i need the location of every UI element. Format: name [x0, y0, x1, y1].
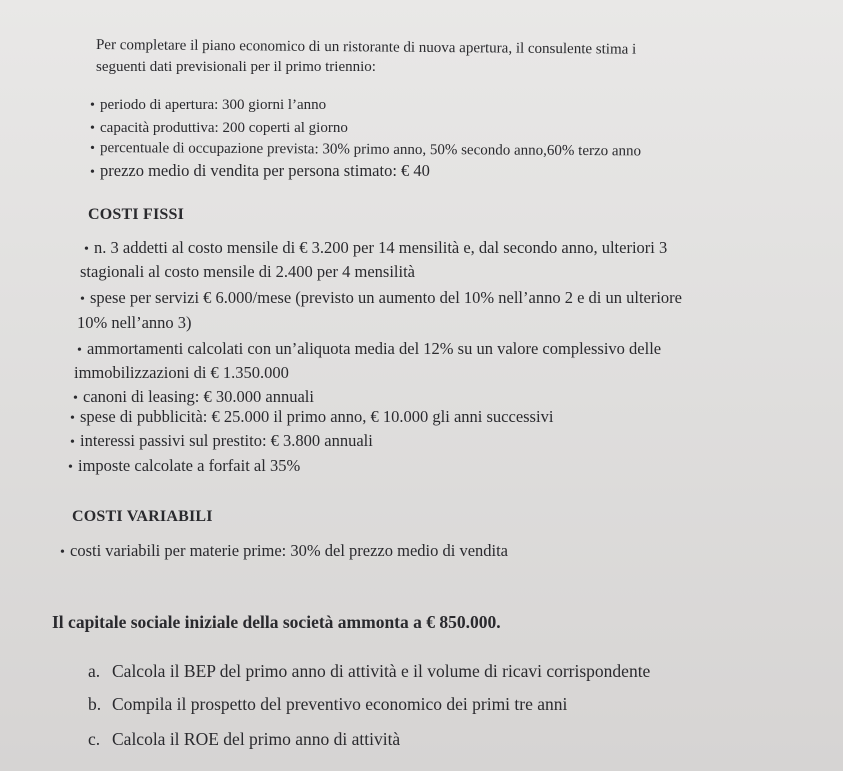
fixed-cost-staff-line-1: • n. 3 addetti al costo mensile di € 3.200 per 14 mensilità e, dal secondo anno, ulteriori 3 — [84, 240, 839, 257]
variable-costs-heading: COSTI VARIABILI — [72, 508, 213, 525]
forecast-item-opening-period: • periodo di apertura: 300 giorni l’anno — [90, 98, 326, 113]
forecast-item-capacity: • capacità produttiva: 200 coperti al giorno — [90, 121, 348, 136]
fixed-cost-services-line-1: • spese per servizi € 6.000/mese (previsto un aumento del 10% nell’anno 2 e di un ulteriore — [80, 290, 682, 307]
variable-cost-raw-materials: • costi variabili per materie prime: 30% del prezzo medio di vendita — [60, 543, 508, 560]
forecast-item-average-price: • prezzo medio di vendita per persona stimato: € 40 — [90, 163, 430, 180]
fixed-cost-depreciation-line-1: • ammortamenti calcolati con un’aliquota media del 12% su un valore complessivo delle — [77, 341, 661, 358]
question-b: b. Compila il prospetto del preventivo economico dei primi tre anni — [88, 694, 568, 714]
fixed-cost-services-line-2: 10% nell’anno 3) — [77, 313, 192, 332]
fixed-cost-taxes: • imposte calcolate a forfait al 35% — [68, 458, 300, 475]
fixed-cost-advertising: • spese di pubblicità: € 25.000 il primo anno, € 10.000 gli anni successivi — [70, 409, 553, 426]
fixed-cost-leasing: • canoni di leasing: € 30.000 annuali — [73, 389, 314, 406]
initial-capital: Il capitale sociale iniziale della società ammonta a € 850.000. — [52, 612, 501, 632]
question-c: c. Calcola il ROE del primo anno di attività — [88, 729, 401, 749]
fixed-costs-heading: COSTI FISSI — [88, 206, 185, 223]
intro-line-2: seguenti dati previsionali per il primo triennio: — [96, 59, 376, 75]
fixed-cost-staff-line-2: stagionali al costo mensile di 2.400 per 4 mensilità — [80, 262, 415, 281]
intro-line-1: Per completare il piano economico di un ristorante di nuova apertura, il consulente stima i — [95, 37, 637, 58]
question-a: a. Calcola il BEP del primo anno di attività e il volume di ricavi corrispondente — [88, 661, 651, 681]
fixed-cost-depreciation-line-2: immobilizzazioni di € 1.350.000 — [74, 363, 289, 382]
fixed-cost-interest: • interessi passivi sul prestito: € 3.800 annuali — [70, 433, 373, 450]
forecast-item-occupancy: • percentuale di occupazione prevista: 30% primo anno, 50% secondo anno,60% terzo anno — [90, 141, 641, 159]
